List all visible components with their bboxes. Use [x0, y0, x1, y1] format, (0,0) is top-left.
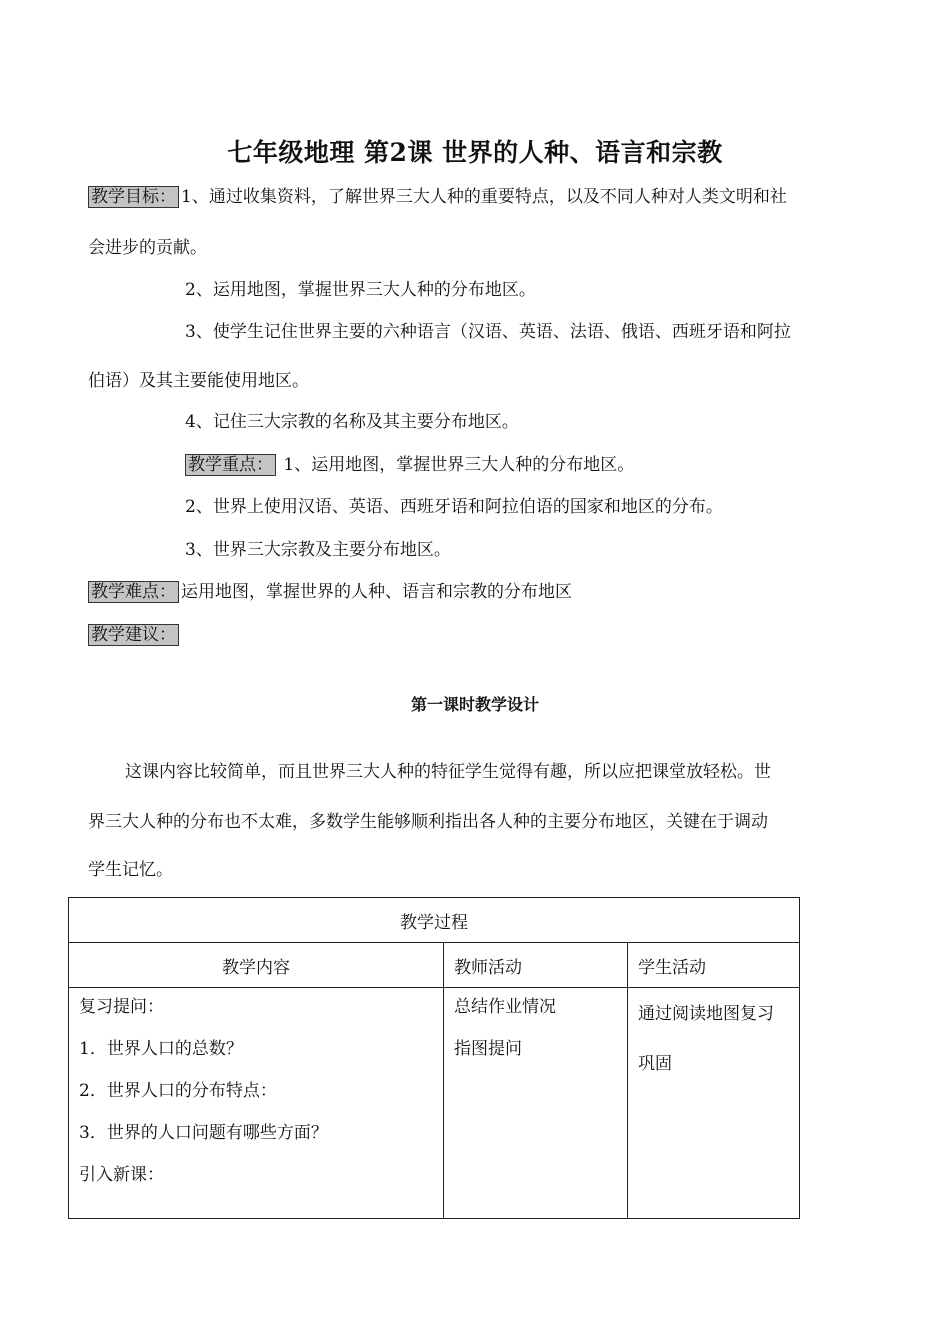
goals-line-4: 4、记住三大宗教的名称及其主要分布地区。 — [185, 412, 519, 432]
goals-line-1 — [88, 185, 787, 209]
page-title: 七年级地理 第2课 世界的人种、语言和宗教 — [227, 138, 723, 167]
student-cell — [628, 988, 800, 1219]
goals-line-1-cont: 会进步的贡献。 — [88, 238, 207, 258]
header-student: 学生活动 — [628, 943, 800, 988]
teacher-item: 指图提问 — [454, 1039, 522, 1059]
key-points-line-1 — [185, 453, 634, 477]
teacher-item: 总结作业情况 — [454, 997, 556, 1017]
goals-line-3-cont: 伯语）及其主要能使用地区。 — [88, 371, 309, 391]
header-teacher: 教师活动 — [444, 943, 628, 988]
key-points-label: 教学重点： — [185, 454, 276, 476]
difficulties-line — [88, 580, 572, 604]
suggestions-line — [88, 623, 181, 647]
student-item: 通过阅读地图复习 — [638, 1004, 774, 1024]
table-caption: 教学过程 — [69, 898, 800, 943]
lesson-paragraph-2: 界三大人种的分布也不太难，多数学生能够顺利指出各人种的主要分布地区，关键在于调动 — [88, 812, 768, 832]
content-item: 引入新课： — [79, 1165, 164, 1185]
goals-line-2: 2、运用地图，掌握世界三大人种的分布地区。 — [185, 280, 536, 300]
difficulties-text: 运用地图，掌握世界的人种、语言和宗教的分布地区 — [181, 582, 572, 602]
teaching-process-table — [68, 897, 800, 1219]
teacher-cell — [444, 988, 628, 1219]
student-item: 巩固 — [638, 1054, 672, 1074]
key-points-text-1: 1、运用地图，掌握世界三大人种的分布地区。 — [283, 455, 635, 475]
content-item: 1．世界人口的总数？ — [79, 1039, 243, 1059]
content-item: 2．世界人口的分布特点： — [79, 1081, 277, 1101]
lesson-paragraph-3: 学生记忆。 — [88, 860, 173, 880]
content-item: 复习提问： — [79, 997, 164, 1017]
content-item: 3．世界的人口问题有哪些方面？ — [79, 1123, 328, 1143]
content-cell — [69, 988, 444, 1219]
key-points-line-3: 3、世界三大宗教及主要分布地区。 — [185, 540, 451, 560]
header-content: 教学内容 — [69, 943, 444, 988]
goals-line-3: 3、使学生记住世界主要的六种语言（汉语、英语、法语、俄语、西班牙语和阿拉 — [185, 322, 791, 342]
suggestions-label: 教学建议： — [88, 624, 179, 646]
key-points-line-2: 2、世界上使用汉语、英语、西班牙语和阿拉伯语的国家和地区的分布。 — [185, 497, 723, 517]
difficulties-label: 教学难点： — [88, 581, 179, 603]
goals-label: 教学目标： — [88, 186, 179, 208]
goals-text-1: 1、通过收集资料，了解世界三大人种的重要特点，以及不同人种对人类文明和社 — [181, 187, 787, 207]
lesson-title: 第一课时教学设计 — [410, 695, 539, 714]
lesson-paragraph-1: 这课内容比较简单，而且世界三大人种的特征学生觉得有趣，所以应把课堂放轻松。世 — [125, 762, 771, 782]
